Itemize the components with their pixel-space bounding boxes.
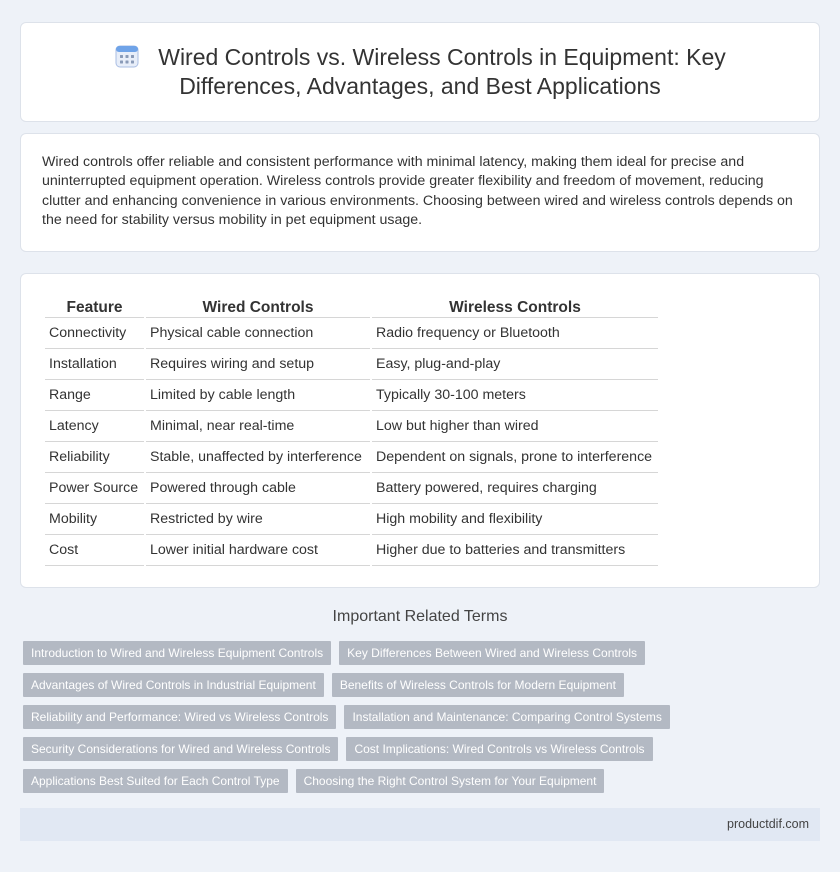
- feature-cell: Mobility: [45, 504, 144, 535]
- wireless-cell: Higher due to batteries and transmitters: [372, 535, 658, 566]
- header-wireless: Wireless Controls: [372, 296, 658, 318]
- wired-cell: Limited by cable length: [146, 380, 370, 411]
- related-term-tag[interactable]: Applications Best Suited for Each Control Type: [23, 769, 288, 793]
- table-row: [45, 380, 658, 411]
- tag-row: [23, 673, 823, 697]
- table-row: [45, 349, 658, 380]
- tag-row: [23, 737, 823, 761]
- title-card: [20, 22, 820, 122]
- tag-row: [23, 641, 823, 665]
- header-wired: Wired Controls: [146, 296, 370, 318]
- related-term-tag[interactable]: Benefits of Wireless Controls for Modern Equipment: [332, 673, 624, 697]
- table-row: [45, 318, 658, 349]
- table-row: [45, 442, 658, 473]
- related-term-tag[interactable]: Security Considerations for Wired and Wireless Controls: [23, 737, 338, 761]
- footer-site-link[interactable]: productdif.com: [727, 817, 809, 831]
- table-header-row: [45, 296, 658, 318]
- table-row: [45, 473, 658, 504]
- table-row: [45, 535, 658, 566]
- table-row: [45, 504, 658, 535]
- related-term-tag[interactable]: Choosing the Right Control System for Your Equipment: [296, 769, 605, 793]
- related-term-tag[interactable]: Introduction to Wired and Wireless Equipment Controls: [23, 641, 331, 665]
- intro-card: [20, 133, 820, 252]
- wired-cell: Restricted by wire: [146, 504, 370, 535]
- related-terms-list: [23, 641, 823, 801]
- wired-cell: Lower initial hardware cost: [146, 535, 370, 566]
- feature-cell: Range: [45, 380, 144, 411]
- related-terms-heading: Important Related Terms: [332, 608, 508, 625]
- footer: [20, 808, 820, 841]
- related-term-tag[interactable]: Cost Implications: Wired Controls vs Wireless Controls: [346, 737, 652, 761]
- feature-cell: Installation: [45, 349, 144, 380]
- table-row: [45, 411, 658, 442]
- wired-cell: Stable, unaffected by interference: [146, 442, 370, 473]
- wired-cell: Requires wiring and setup: [146, 349, 370, 380]
- wireless-cell: Low but higher than wired: [372, 411, 658, 442]
- wireless-cell: Battery powered, requires charging: [372, 473, 658, 504]
- related-term-tag[interactable]: Installation and Maintenance: Comparing Control Systems: [344, 705, 670, 729]
- comparison-card: [20, 273, 820, 588]
- tag-row: [23, 705, 823, 729]
- related-term-tag[interactable]: Reliability and Performance: Wired vs Wireless Controls: [23, 705, 336, 729]
- feature-cell: Cost: [45, 535, 144, 566]
- wireless-cell: Typically 30-100 meters: [372, 380, 658, 411]
- intro-paragraph: Wired controls offer reliable and consistent performance with minimal latency, making them ideal for precise and uninterrupted equipment operation. Wireless controls provide greater flexibility and freedom of movement, reducing clutter and enhancing convenience in various environments. Choosing between wired and wireless controls depends on the need for stability versus mobility in pet equipment usage.: [42, 154, 793, 228]
- related-term-tag[interactable]: Advantages of Wired Controls in Industrial Equipment: [23, 673, 324, 697]
- tag-row: [23, 769, 823, 793]
- wireless-cell: High mobility and flexibility: [372, 504, 658, 535]
- wired-cell: Physical cable connection: [146, 318, 370, 349]
- page-title-wrap: [21, 43, 819, 101]
- feature-cell: Power Source: [45, 473, 144, 504]
- feature-cell: Latency: [45, 411, 144, 442]
- wired-cell: Minimal, near real-time: [146, 411, 370, 442]
- calendar-icon: [114, 43, 140, 69]
- header-feature: Feature: [45, 296, 144, 318]
- wired-cell: Powered through cable: [146, 473, 370, 504]
- wireless-cell: Radio frequency or Bluetooth: [372, 318, 658, 349]
- comparison-table: [43, 296, 660, 566]
- wireless-cell: Dependent on signals, prone to interference: [372, 442, 658, 473]
- feature-cell: Reliability: [45, 442, 144, 473]
- related-term-tag[interactable]: Key Differences Between Wired and Wireless Controls: [339, 641, 645, 665]
- page-title: Wired Controls vs. Wireless Controls in Equipment: Key Differences, Advantages, and Best Applications: [158, 44, 726, 99]
- feature-cell: Connectivity: [45, 318, 144, 349]
- wireless-cell: Easy, plug-and-play: [372, 349, 658, 380]
